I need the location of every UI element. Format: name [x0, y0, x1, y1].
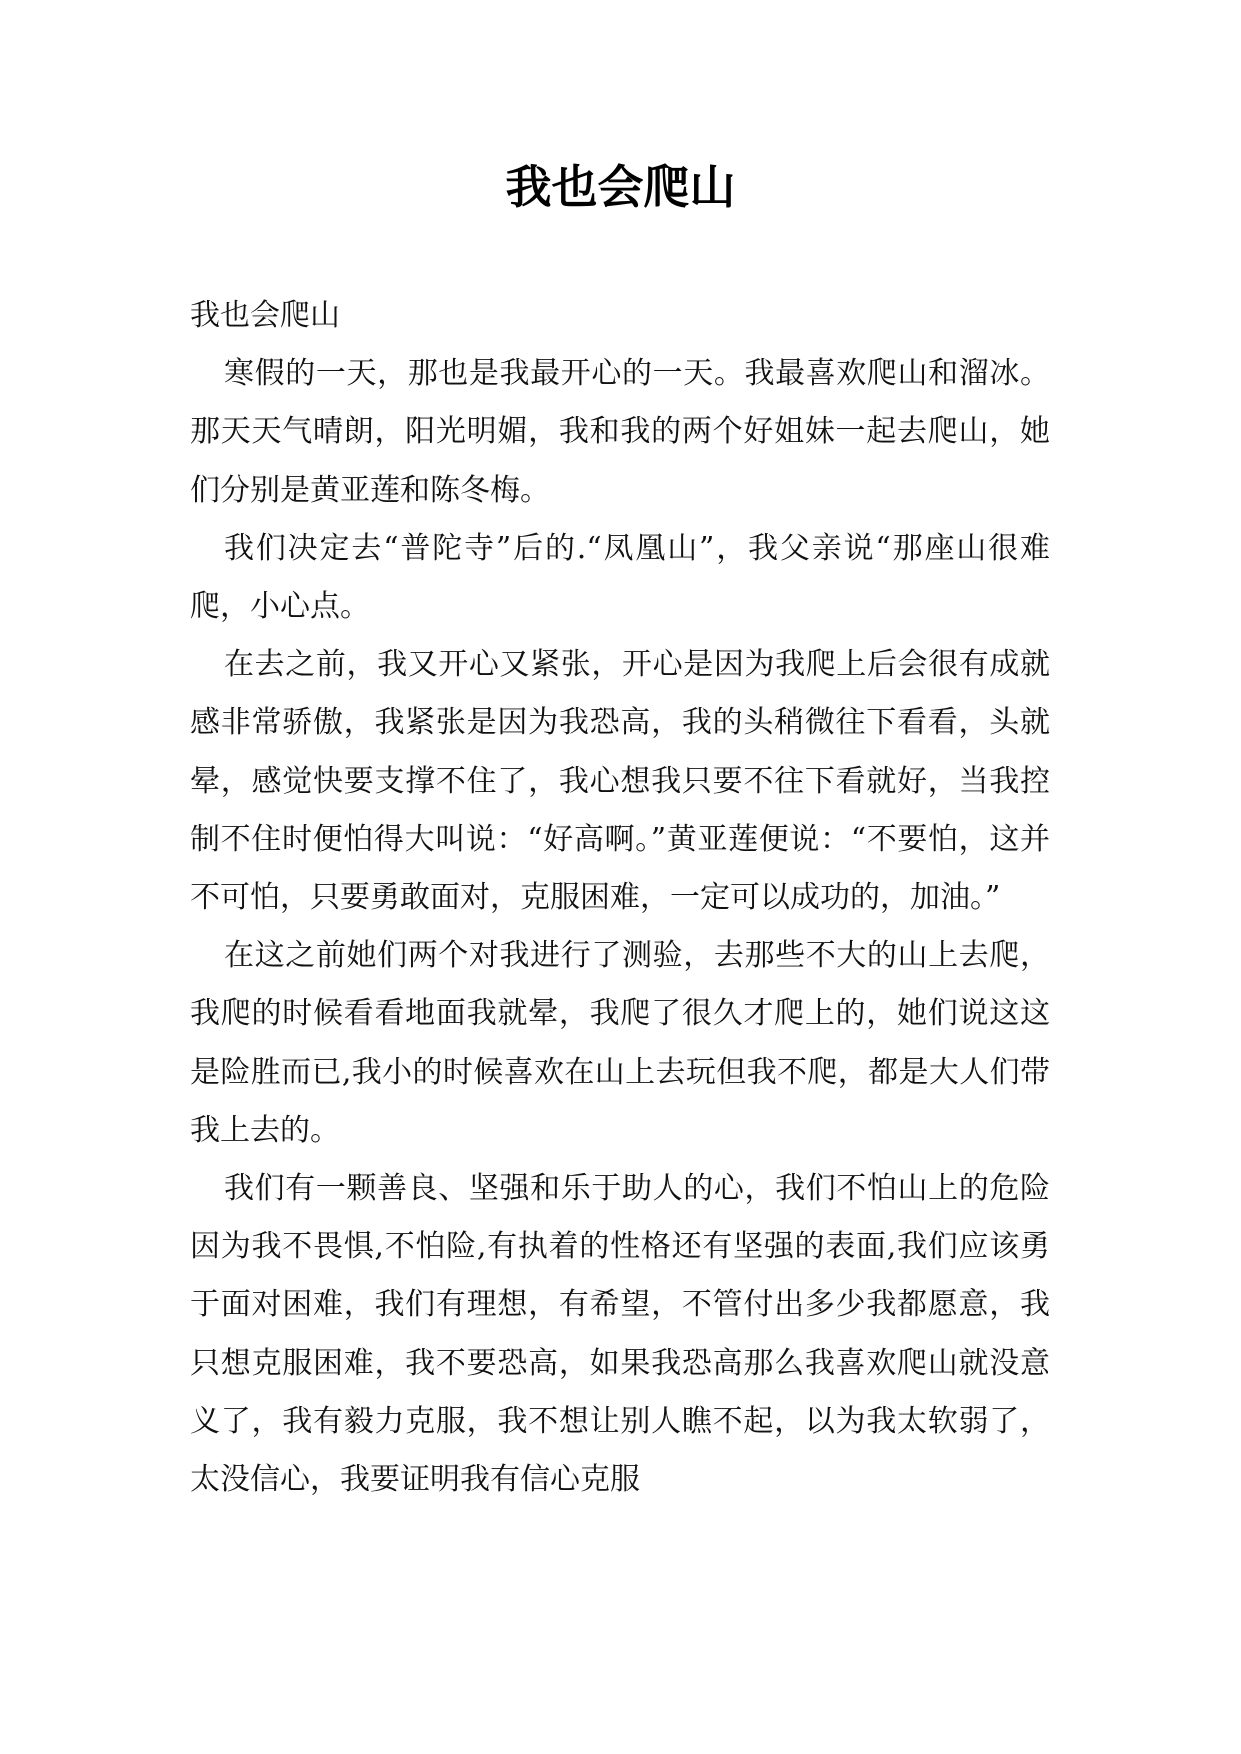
document-title: 我也会爬山	[505, 160, 736, 214]
paragraph: 我们有一颗善良、坚强和乐于助人的心，我们不怕山上的危险因为我不畏惧,不怕险,有执着的性格还有坚强的表面,我们应该勇于面对困难，我们有理想，有希望，不管付出多少我都愿意，我只想克服困难，我不要恐高，如果我恐高那么我喜欢爬山就没意义了，我有毅力克服，我不想让别人瞧不起，以为我太软弱了，太没信心，我要证明我有信心克服	[190, 1171, 1050, 1498]
document-body	[190, 287, 1050, 1509]
paragraph: 在这之前她们两个对我进行了测验，去那些不大的山上去爬，我爬的时候看看地面我就晕，我爬了很久才爬上的，她们说这这是险胜而已,我小的时候喜欢在山上去玩但我不爬，都是大人们带我上去的。	[190, 938, 1050, 1148]
paragraph: 寒假的一天，那也是我最开心的一天。我最喜欢爬山和溜冰。那天天气晴朗，阳光明媚，我和我的两个好姐妹一起去爬山，她们分别是黄亚莲和陈冬梅。	[190, 356, 1050, 508]
paragraph: 在去之前，我又开心又紧张，开心是因为我爬上后会很有成就感非常骄傲，我紧张是因为我恐高，我的头稍微往下看看，头就晕，感觉快要支撑不住了，我心想我只要不往下看就好，当我控制不住时便怕得大叫说：“好高啊。”黄亚莲便说：“不要怕，这并不可怕，只要勇敢面对，克服困难，一定可以成功的，加油。”	[190, 647, 1050, 916]
paragraph: 我们决定去“普陀寺”后的.“凤凰山”，我父亲说“那座山很难爬，小心点。	[190, 530, 1050, 625]
document-subtitle: 我也会爬山	[190, 298, 340, 333]
